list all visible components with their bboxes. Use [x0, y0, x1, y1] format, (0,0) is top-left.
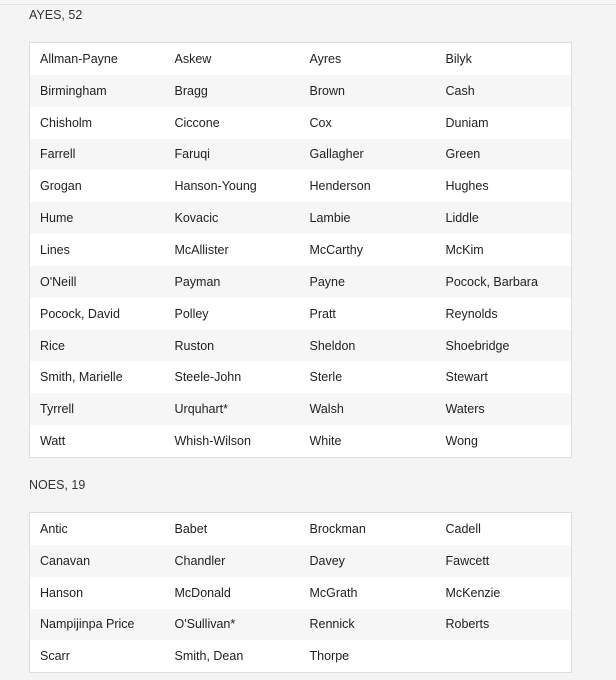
table-row — [30, 640, 572, 672]
ayes-table — [29, 42, 572, 458]
senator-name-cell: Hume — [30, 202, 165, 234]
senator-name-cell: Scarr — [30, 640, 165, 672]
senator-name-cell: Pocock, Barbara — [436, 266, 572, 298]
senator-name-cell: O'Neill — [30, 266, 165, 298]
senator-name-cell: Whish-Wilson — [165, 425, 300, 457]
senator-name-cell: Fawcett — [436, 545, 572, 577]
senator-name-cell: White — [300, 425, 436, 457]
senator-name-cell: Faruqi — [165, 139, 300, 171]
senator-name-cell: McDonald — [165, 577, 300, 609]
table-row — [30, 266, 572, 298]
senator-name-cell: O'Sullivan* — [165, 609, 300, 641]
senator-name-cell: Watt — [30, 425, 165, 457]
senator-name-cell: Shoebridge — [436, 330, 572, 362]
senator-name-cell: Cadell — [436, 513, 572, 545]
senator-name-cell: Kovacic — [165, 202, 300, 234]
senator-name-cell: Bragg — [165, 75, 300, 107]
senator-name-cell: Payne — [300, 266, 436, 298]
senator-name-cell: Ayres — [300, 43, 436, 75]
senator-name-cell: Lines — [30, 234, 165, 266]
senator-name-cell: Grogan — [30, 170, 165, 202]
senator-name-cell: Brown — [300, 75, 436, 107]
senator-name-cell: McKim — [436, 234, 572, 266]
senator-name-cell: Babet — [165, 513, 300, 545]
senator-name-cell: Ruston — [165, 330, 300, 362]
table-row — [30, 330, 572, 362]
senator-name-cell: McKenzie — [436, 577, 572, 609]
senator-name-cell: Gallagher — [300, 139, 436, 171]
noes-table — [29, 512, 572, 673]
table-row — [30, 139, 572, 171]
table-row — [30, 545, 572, 577]
senator-name-cell: Sheldon — [300, 330, 436, 362]
senator-name-cell: Hanson-Young — [165, 170, 300, 202]
senator-name-cell: Hughes — [436, 170, 572, 202]
senator-name-cell: Pratt — [300, 298, 436, 330]
senator-name-cell: Liddle — [436, 202, 572, 234]
senator-name-cell: Sterle — [300, 361, 436, 393]
senator-name-cell — [436, 640, 572, 672]
table-row — [30, 609, 572, 641]
senator-name-cell: Waters — [436, 393, 572, 425]
senator-name-cell: Bilyk — [436, 43, 572, 75]
senator-name-cell: Rennick — [300, 609, 436, 641]
senator-name-cell: Lambie — [300, 202, 436, 234]
table-row — [30, 75, 572, 107]
table-row — [30, 361, 572, 393]
senator-name-cell: McGrath — [300, 577, 436, 609]
table-row — [30, 170, 572, 202]
senator-name-cell: Polley — [165, 298, 300, 330]
table-row — [30, 202, 572, 234]
senator-name-cell: Rice — [30, 330, 165, 362]
ayes-heading: AYES, 52 — [29, 8, 83, 22]
senator-name-cell: Chisholm — [30, 107, 165, 139]
table-row — [30, 393, 572, 425]
senator-name-cell: Canavan — [30, 545, 165, 577]
table-row — [30, 298, 572, 330]
senator-name-cell: Urquhart* — [165, 393, 300, 425]
table-row — [30, 107, 572, 139]
senator-name-cell: Henderson — [300, 170, 436, 202]
senator-name-cell: Hanson — [30, 577, 165, 609]
senator-name-cell: Davey — [300, 545, 436, 577]
table-row — [30, 425, 572, 457]
senator-name-cell: Farrell — [30, 139, 165, 171]
noes-heading: NOES, 19 — [29, 478, 86, 492]
senator-name-cell: Stewart — [436, 361, 572, 393]
senator-name-cell: Nampijinpa Price — [30, 609, 165, 641]
senator-name-cell: Reynolds — [436, 298, 572, 330]
senator-name-cell: Ciccone — [165, 107, 300, 139]
senator-name-cell: Antic — [30, 513, 165, 545]
senator-name-cell: McCarthy — [300, 234, 436, 266]
senator-name-cell: Smith, Dean — [165, 640, 300, 672]
senator-name-cell: Cox — [300, 107, 436, 139]
senator-name-cell: Thorpe — [300, 640, 436, 672]
senator-name-cell: Cash — [436, 75, 572, 107]
senator-name-cell: Askew — [165, 43, 300, 75]
table-row — [30, 513, 572, 545]
senator-name-cell: Walsh — [300, 393, 436, 425]
senator-name-cell: Smith, Marielle — [30, 361, 165, 393]
senator-name-cell: McAllister — [165, 234, 300, 266]
senator-name-cell: Pocock, David — [30, 298, 165, 330]
top-divider — [0, 4, 616, 5]
senator-name-cell: Green — [436, 139, 572, 171]
senator-name-cell: Birmingham — [30, 75, 165, 107]
senator-name-cell: Brockman — [300, 513, 436, 545]
table-row — [30, 43, 572, 75]
table-row — [30, 577, 572, 609]
senator-name-cell: Roberts — [436, 609, 572, 641]
senator-name-cell: Wong — [436, 425, 572, 457]
senator-name-cell: Tyrrell — [30, 393, 165, 425]
senator-name-cell: Allman-Payne — [30, 43, 165, 75]
senator-name-cell: Payman — [165, 266, 300, 298]
senator-name-cell: Steele-John — [165, 361, 300, 393]
table-row — [30, 234, 572, 266]
senator-name-cell: Chandler — [165, 545, 300, 577]
senator-name-cell: Duniam — [436, 107, 572, 139]
